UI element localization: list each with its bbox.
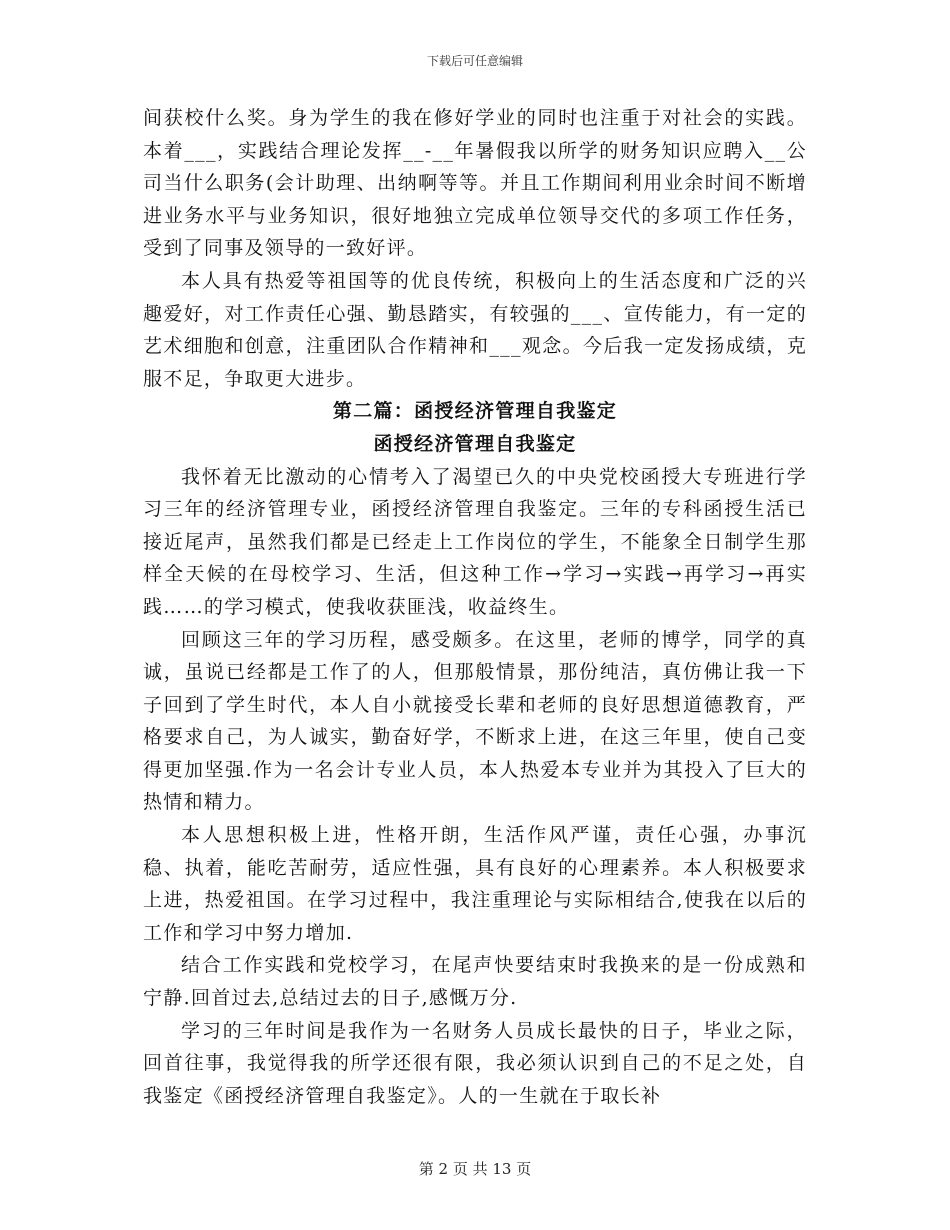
article-title: 函授经济管理自我鉴定	[373, 432, 577, 455]
page-header: 下载后可任意编辑	[426, 54, 523, 68]
document-body	[143, 102, 807, 1112]
section-heading: 第二篇：函授经济管理自我鉴定	[332, 400, 618, 423]
paragraph: 本人具有热爱等祖国等的优良传统，积极向上的生活态度和广泛的兴趣爱好，对工作责任心强、勤恳踏实，有较强的___、宣传能力，有一定的艺术细胞和创意，注重团队合作精神和___观念。今后我一定发扬成绩，克服不足，争取更大进步。	[143, 269, 807, 390]
paragraph: 我怀着无比激动的心情考入了渴望已久的中央党校函授大专班进行学习三年的经济管理专业，函授经济管理自我鉴定。三年的专科函授生活已接近尾声，虽然我们都是已经走上工作岗位的学生，不能象全日制学生那样全天候的在母校学习、生活，但这种工作→学习→实践→再学习→再实践……的学习模式，使我收获匪浅，收益终生。	[143, 465, 807, 618]
paragraph: 结合工作实践和党校学习，在尾声快要结束时我换来的是一份成熟和宁静.回首过去,总结过去的日子,感慨万分.	[143, 954, 807, 1010]
paragraph: 学习的三年时间是我作为一名财务人员成长最快的日子，毕业之际，回首往事，我觉得我的所学还很有限，我必须认识到自己的不足之处，自我鉴定《函授经济管理自我鉴定》。人的一生就在于取长补	[143, 1019, 807, 1107]
paragraph: 回顾这三年的学习历程，感受颇多。在这里，老师的博学，同学的真诚，虽说已经都是工作了的人，但那般情景，那份纯洁，真仿佛让我一下子回到了学生时代，本人自小就接受长辈和老师的良好思想道德教育，严格要求自己，为人诚实，勤奋好学，不断求上进，在这三年里，使自己变得更加坚强.作为一名会计专业人员，本人热爱本专业并为其投入了巨大的热情和精力。	[143, 628, 807, 814]
paragraph-continued: 间获校什么奖。身为学生的我在修好学业的同时也注重于对社会的实践。本着___，实践结合理论发挥__-__年暑假我以所学的财务知识应聘入__公司当什么职务(会计助理、出纳啊等等。并且工作期间利用业余时间不断增进业务水平与业务知识，很好地独立完成单位领导交代的多项工作任务，受到了同事及领导的一致好评。	[143, 107, 807, 260]
paragraph: 本人思想积极上进，性格开朗，生活作风严谨，责任心强，办事沉稳、执着，能吃苦耐劳，适应性强，具有良好的心理素养。本人积极要求上进，热爱祖国。在学习过程中，我注重理论与实际相结合,使我在以后的工作和学习中努力增加.	[143, 824, 807, 944]
page-number: 第 2 页 共 13 页	[418, 1160, 532, 1178]
